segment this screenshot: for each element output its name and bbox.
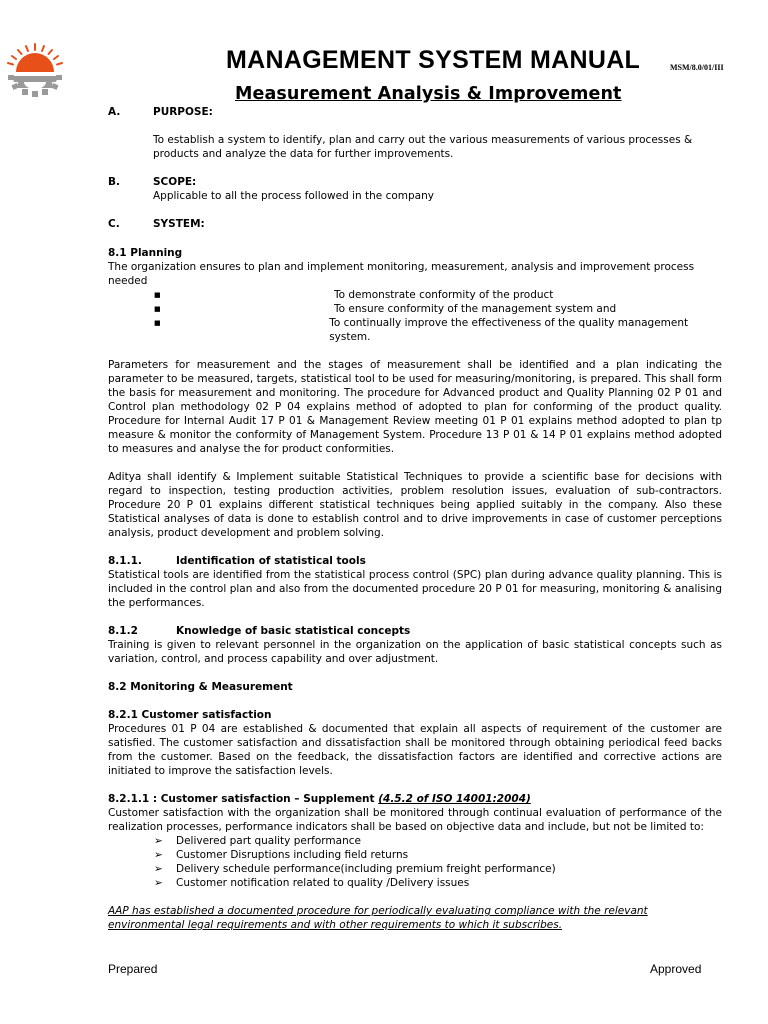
list-item-text: Delivered part quality performance — [176, 835, 361, 847]
section-letter: B. — [108, 176, 120, 188]
section-8211-heading — [108, 792, 722, 806]
list-item — [154, 848, 722, 862]
document-number: MSM/8.0/01/III — [670, 63, 724, 72]
list-item-text: Customer notification related to quality /Delivery issues — [176, 877, 470, 889]
list-item-text: To ensure conformity of the management system and — [334, 303, 617, 315]
prepared-label: Prepared — [108, 962, 158, 976]
section-82-heading: 8.2 Monitoring & Measurement — [108, 681, 293, 693]
list-item-text: Customer Disruptions including field returns — [176, 849, 409, 861]
compliance-note: AAP has established a documented procedure for periodically evaluating compliance with the relevant environmental legal requirements and with other requirements to which it subscribes. — [108, 905, 648, 931]
list-item — [154, 834, 722, 848]
approved-label: Approved — [650, 962, 702, 976]
section-letter: A. — [108, 106, 121, 118]
scope-text: Applicable to all the process followed in the company — [153, 190, 434, 202]
list-item — [108, 316, 722, 344]
sun-gear-logo-icon — [4, 42, 66, 100]
arrow-bullet-icon: ➢ — [154, 863, 163, 875]
list-item — [108, 288, 722, 302]
bullet-icon: ■ — [154, 319, 161, 327]
bullet-icon: ■ — [154, 291, 161, 299]
section-812-heading — [108, 624, 722, 638]
section-821-text: Procedures 01 P 04 are established & documented that explain all aspects of requirement of the customer are satisfied. The customer satisfaction and dissatisfaction shall be monitored through obtaining periodical feed backs from the customer. Based on the feedback, the dissatisfaction factors are identified and corrective actions are initiated to improve the satisfaction levels. — [108, 723, 722, 777]
planning-intro: The organization ensures to plan and implement monitoring, measurement, analysis and improvement process needed — [108, 261, 695, 287]
section-a-heading — [108, 105, 722, 119]
section-number: 8.1.2 — [108, 625, 138, 637]
section-c-heading — [108, 217, 722, 231]
section-811-heading — [108, 554, 722, 568]
list-item-text: To continually improve the effectiveness of the quality management system. — [329, 317, 689, 343]
section-title: SCOPE: — [153, 176, 197, 188]
list-item — [154, 862, 722, 876]
list-item-text: Delivery schedule performance(including premium freight performance) — [176, 863, 556, 875]
section-number: 8.1.1. — [108, 555, 142, 567]
bullet-icon: ■ — [154, 305, 161, 313]
section-811-text: Statistical tools are identified from the statistical process control (SPC) plan during advance quality planning. This is included in the control plan and also from the documented procedure 20 P 01 for measuring, monitoring & analising the performances. — [108, 569, 722, 609]
document-body — [108, 105, 722, 932]
section-812-text: Training is given to relevant personnel in the organization on the application of basic statistical concepts such as variation, control, and process capability and over adjustment. — [108, 639, 722, 665]
arrow-bullet-icon: ➢ — [154, 835, 163, 847]
section-8211-text: Customer satisfaction with the organization shall be monitored through continual evaluation of performance of the realization processes, performance indicators shall be based on objective data and include, but not be limited to: — [108, 807, 722, 833]
section-title: Knowledge of basic statistical concepts — [176, 625, 411, 637]
list-item — [154, 876, 722, 890]
planning-heading: 8.1 Planning — [108, 247, 183, 259]
company-logo — [4, 42, 66, 100]
purpose-text: To establish a system to identify, plan and carry out the various measurements of various processes & products and analyze the data for further improvements. — [153, 134, 693, 160]
list-item-text: To demonstrate conformity of the product — [334, 289, 554, 301]
section-title: 8.2.1.1 : Customer satisfaction – Supplement — [108, 793, 379, 805]
arrow-bullet-icon: ➢ — [154, 877, 163, 889]
section-title: SYSTEM: — [153, 218, 205, 230]
iso-reference: (4.5.2 of ISO 14001:2004) — [378, 793, 531, 805]
document-subtitle: Measurement Analysis & Improvement — [235, 84, 622, 104]
section-b-heading — [108, 175, 722, 189]
list-item — [108, 302, 722, 316]
section-title: PURPOSE: — [153, 106, 213, 118]
statistics-paragraph: Aditya shall identify & Implement suitable Statistical Techniques to provide a scientific base for decisions with regard to inspection, testing production activities, problem resolution issues, evaluation of sub-contractors. Procedure 20 P 01 explains different statistical techniques being applied suitably in the company. Also these Statistical analyses of data is done to establish control and to drive improvements in case of customer perceptions analysis, product development and problem solving. — [108, 471, 722, 539]
section-letter: C. — [108, 218, 120, 230]
section-title: Identification of statistical tools — [176, 555, 366, 567]
planning-paragraph: Parameters for measurement and the stages of measurement shall be identified and a plan indicating the parameter to be measured, targets, statistical tool to be used for measuring/monitoring, is prepared. This shall form the basis for measurement and monitoring. The procedure for Advanced product and Quality Planning 02 P 01 and Control plan methodology 02 P 04 explains method of adopted to plan for conforming of the product quality. Procedure for Internal Audit 17 P 01 & Management Review meeting 01 P 01 explains method adopted to plan tp measure & monitor the conformity of Management System. Procedure 13 P 01 & 14 P 01 explains method adopted to measures and analyse the for product conformities. — [108, 359, 722, 455]
arrow-bullet-icon: ➢ — [154, 849, 163, 861]
section-821-heading: 8.2.1 Customer satisfaction — [108, 709, 272, 721]
document-title: MANAGEMENT SYSTEM MANUAL — [226, 46, 641, 74]
